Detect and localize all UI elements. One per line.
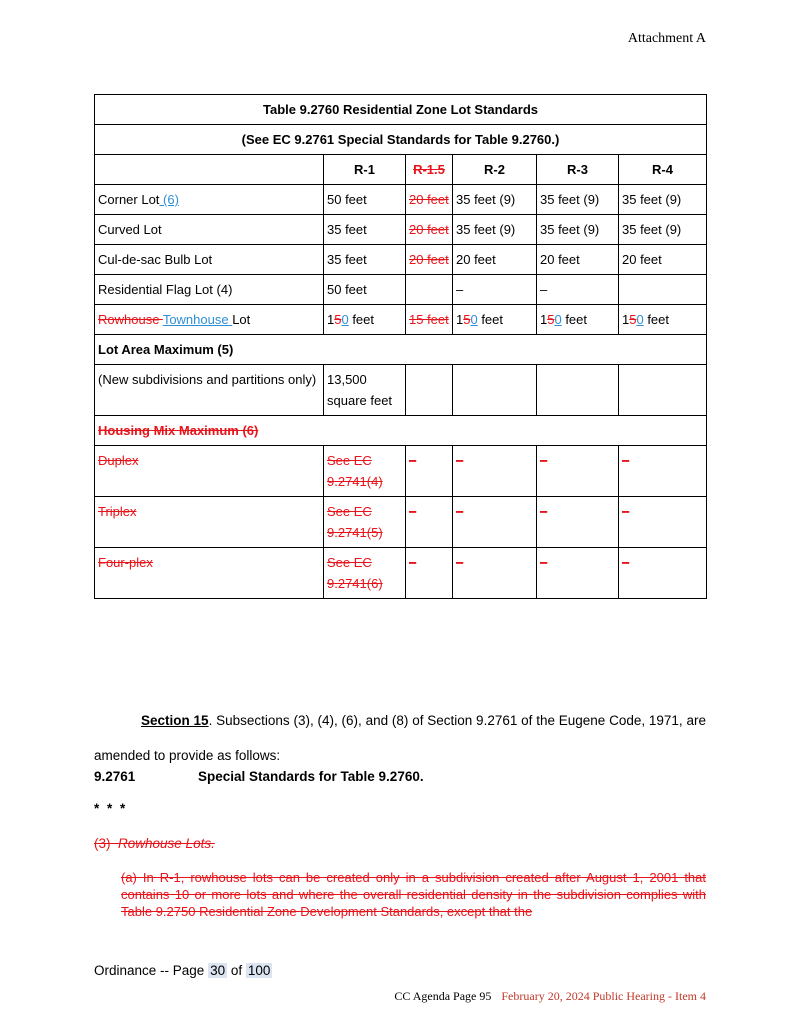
table-subtitle-row — [95, 125, 707, 155]
cell-r3: 20 feet — [537, 245, 619, 275]
row-label: Residential Flag Lot (4) — [95, 275, 324, 305]
agenda-page: CC Agenda Page 95 — [394, 989, 492, 1003]
cell-r2: 35 feet (9) — [453, 185, 537, 215]
section-15-paragraph — [94, 703, 706, 773]
cell-r1-deleted: See EC 9.2741(5) — [327, 504, 383, 540]
header-r4: R-4 — [619, 155, 707, 185]
cell-r1-deleted: See EC 9.2741(4) — [327, 453, 383, 489]
cell-r1: 13,500 square feet — [324, 365, 406, 416]
header-r15: R-1.5 — [413, 162, 445, 177]
section-heading: Housing Mix Maximum (6) — [98, 423, 259, 438]
cell-r3: – — [537, 275, 619, 305]
hearing-label: February 20, 2024 Public Hearing - Item 4 — [501, 989, 706, 1003]
section-heading: Lot Area Maximum (5) — [95, 335, 707, 365]
table-row-lot-area — [95, 365, 707, 416]
subsection-number: (3) — [94, 836, 111, 851]
table-row-corner-lot — [95, 185, 707, 215]
page-number: 30 — [210, 963, 226, 978]
cell-r15-deleted: 20 feet — [409, 192, 449, 207]
page-footer — [94, 963, 272, 978]
table-header-row — [95, 155, 707, 185]
header-r2: R-2 — [453, 155, 537, 185]
total-pages: 100 — [247, 963, 271, 978]
residential-lot-standards-table — [94, 94, 707, 599]
table-row-duplex: Duplex See EC 9.2741(4) – – – – — [95, 446, 707, 497]
header-r1: R-1 — [324, 155, 406, 185]
cell-r3: 35 feet (9) — [537, 215, 619, 245]
special-standards-heading — [94, 769, 706, 784]
cell-r4: 150 feet — [619, 305, 707, 335]
cell-r15-deleted: 20 feet — [409, 222, 449, 237]
omission-stars: * * * — [94, 801, 128, 816]
footer-prefix: Ordinance -- Page — [94, 963, 205, 978]
table-row-triplex: Triplex See EC 9.2741(5) – – – – — [95, 497, 707, 548]
table-row-lot-area-heading — [95, 335, 707, 365]
rowhouse-lots-heading — [94, 836, 706, 851]
cell-r4: 35 feet (9) — [619, 215, 707, 245]
inserted-text: Townhouse — [162, 312, 233, 327]
cell-r2: – — [453, 275, 537, 305]
cell-r2: 20 feet — [453, 245, 537, 275]
footer-of: of — [230, 963, 243, 978]
agenda-footer — [394, 989, 706, 1004]
paragraph-a-deleted: (a) In R-1, rowhouse lots can be created only in a subdivision created after August 1, 2001 that contains 10 or more lots and where the overall residential density in the subdivision complies with Table 9.2750 Residential Zone Development Standards, except that the — [121, 870, 706, 919]
cell-r1: 50 feet — [324, 185, 406, 215]
row-label: Duplex — [98, 453, 139, 468]
cell-r3: 150 feet — [537, 305, 619, 335]
inserted-text: (6) — [159, 192, 179, 207]
section-label: Section 15 — [141, 713, 209, 728]
cell-r2: 150 feet — [453, 305, 537, 335]
cell-r4 — [619, 275, 707, 305]
row-label: (New subdivisions and partitions only) — [95, 365, 324, 416]
cell-r1: 50 feet — [324, 275, 406, 305]
table-title-row — [95, 95, 707, 125]
cell-r15 — [406, 275, 453, 305]
row-label: Triplex — [98, 504, 137, 519]
table-row-flag-lot — [95, 275, 707, 305]
table-title: Table 9.2760 Residential Zone Lot Standards — [95, 95, 707, 125]
cell-r3: 35 feet (9) — [537, 185, 619, 215]
cell-r15-deleted: 20 feet — [409, 252, 449, 267]
subsection-title: Rowhouse Lots. — [118, 836, 215, 851]
table-row-housing-mix-heading — [95, 416, 707, 446]
header-r3: R-3 — [537, 155, 619, 185]
table-subtitle: (See EC 9.2761 Special Standards for Table 9.2760.) — [95, 125, 707, 155]
cell-r4: 35 feet (9) — [619, 185, 707, 215]
row-label: Lot — [232, 312, 251, 327]
cell-r15-deleted: 15 feet — [409, 312, 449, 327]
code-number: 9.2761 — [94, 769, 136, 784]
cell-r1: 150 feet — [324, 305, 406, 335]
table-row-fourplex: Four-plex See EC 9.2741(6) – – – – — [95, 548, 707, 599]
cell-r2: 35 feet (9) — [453, 215, 537, 245]
cell-r4: 20 feet — [619, 245, 707, 275]
row-label: Cul-de-sac Bulb Lot — [95, 245, 324, 275]
deleted-text: Rowhouse — [98, 312, 163, 327]
cell-r1-deleted: See EC 9.2741(6) — [327, 555, 383, 591]
cell-r1: 35 feet — [324, 215, 406, 245]
table-row-townhouse-lot — [95, 305, 707, 335]
cell-r1: 35 feet — [324, 245, 406, 275]
code-title: Special Standards for Table 9.2760. — [198, 769, 424, 784]
row-label: Corner Lot — [98, 192, 160, 207]
table-row-curved-lot — [95, 215, 707, 245]
row-label: Four-plex — [98, 555, 153, 570]
row-label: Curved Lot — [95, 215, 324, 245]
table-row-culdesac — [95, 245, 707, 275]
section-text: . Subsections (3), (4), (6), and (8) of Section 9.2761 of the Eugene Code, 1971, are amended to provide as follows: — [94, 713, 706, 763]
header-empty — [95, 155, 324, 185]
attachment-label: Attachment A — [627, 31, 706, 46]
